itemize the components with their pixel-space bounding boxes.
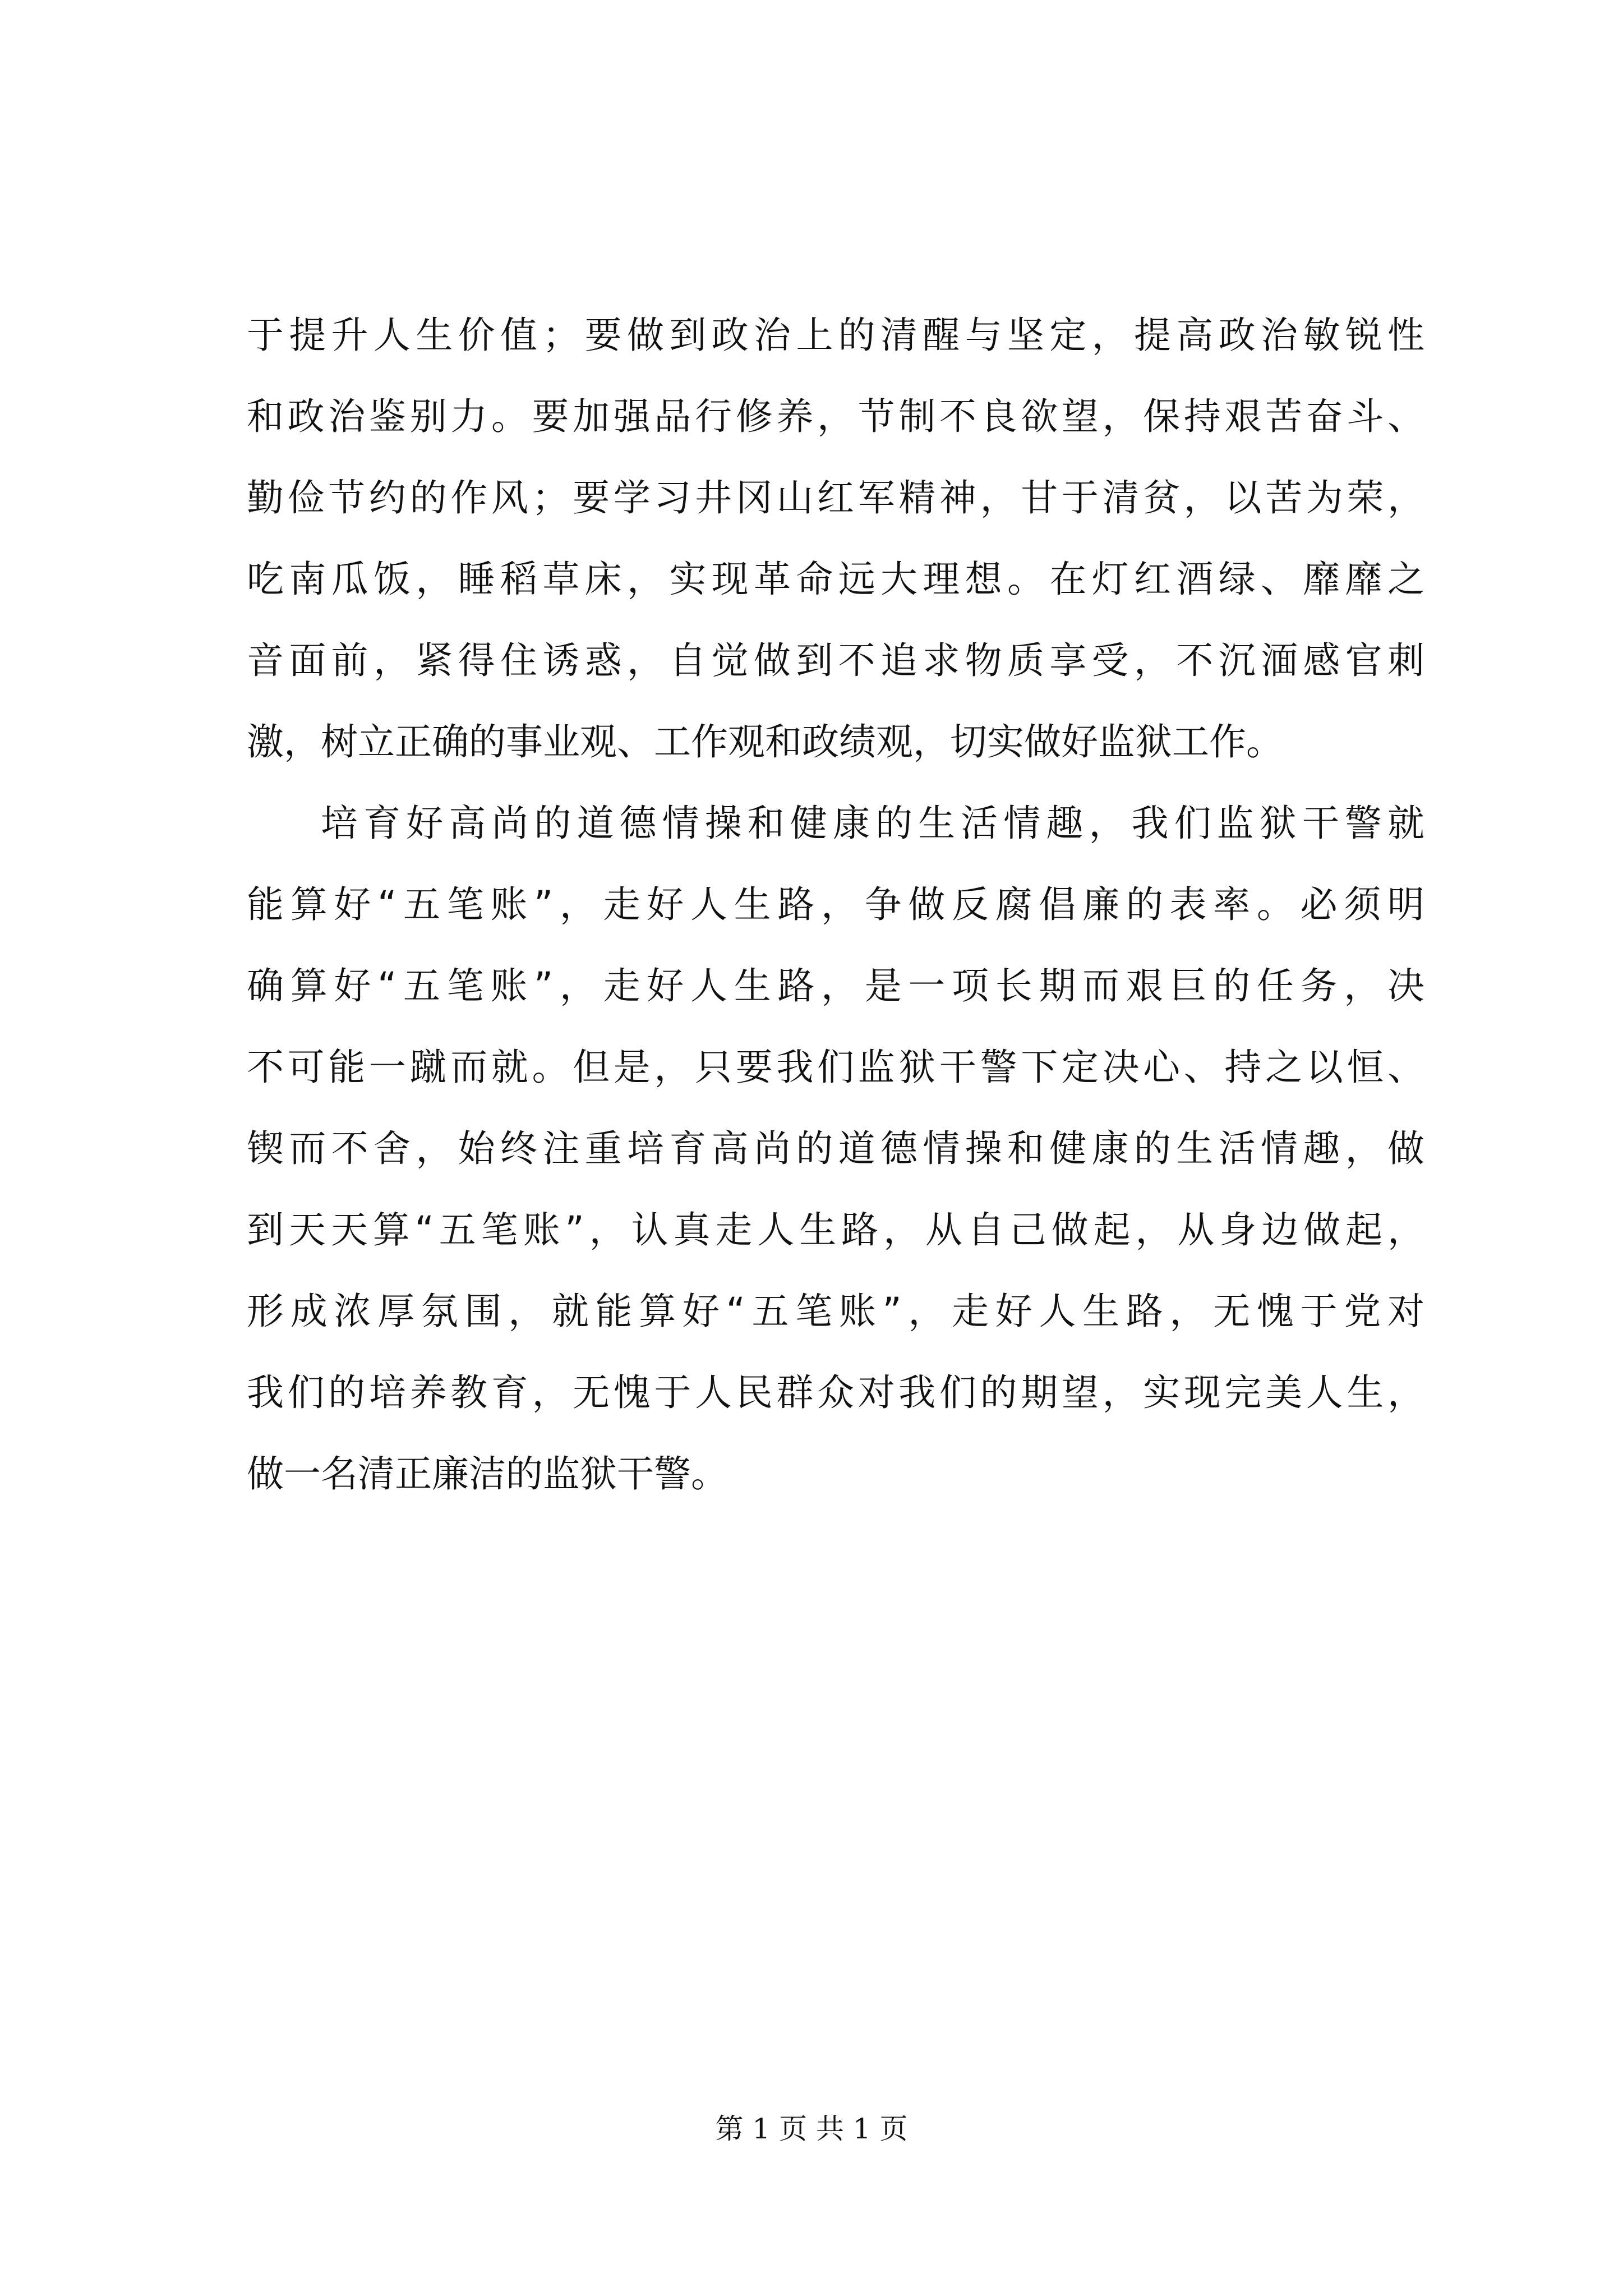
text-line: 能算好“五笔账”，走好人生路，争做反腐倡廉的表率。必须明	[247, 883, 1424, 926]
text-line: 不可能一蹴而就。但是，只要我们监狱干警下定决心、持之以恒、	[247, 1046, 1424, 1089]
text-line: 到天天算“五笔账”，认真走人生路，从自己做起，从身边做起，	[247, 1208, 1424, 1251]
text-line: 确算好“五笔账”，走好人生路，是一项长期而艰巨的任务，决	[247, 964, 1424, 1007]
text-line: 吃南瓜饭，睡稻草床，实现革命远大理想。在灯红酒绿、靡靡之	[247, 558, 1424, 601]
page-number: 第 1 页 共 1 页	[715, 2113, 908, 2145]
text-line: 锲而不舍，始终注重培育高尚的道德情操和健康的生活情趣，做	[247, 1127, 1424, 1170]
text-line: 音面前，紧得住诱惑，自觉做到不追求物质享受，不沉湎感官刺	[247, 639, 1424, 682]
text-line: 激，树立正确的事业观、工作观和政绩观，切实做好监狱工作。	[247, 720, 1283, 763]
page-footer	[0, 2109, 1623, 2148]
text-line: 做一名清正廉洁的监狱干警。	[247, 1452, 728, 1496]
text-line: 和政治鉴别力。要加强品行修养，节制不良欲望，保持艰苦奋斗、	[247, 395, 1424, 438]
text-line: 勤俭节约的作风；要学习井冈山红军精神，甘于清贫，以苦为荣，	[247, 476, 1424, 519]
text-line: 形成浓厚氛围，就能算好“五笔账”，走好人生路，无愧于党对	[247, 1290, 1424, 1333]
body-text	[247, 295, 1424, 1515]
paragraph-first-line: 培育好高尚的道德情操和健康的生活情趣，我们监狱干警就	[321, 802, 1424, 845]
text-line: 于提升人生价值；要做到政治上的清醒与坚定，提高政治敏锐性	[247, 314, 1424, 357]
text-line: 我们的培养教育，无愧于人民群众对我们的期望，实现完美人生，	[247, 1371, 1424, 1414]
